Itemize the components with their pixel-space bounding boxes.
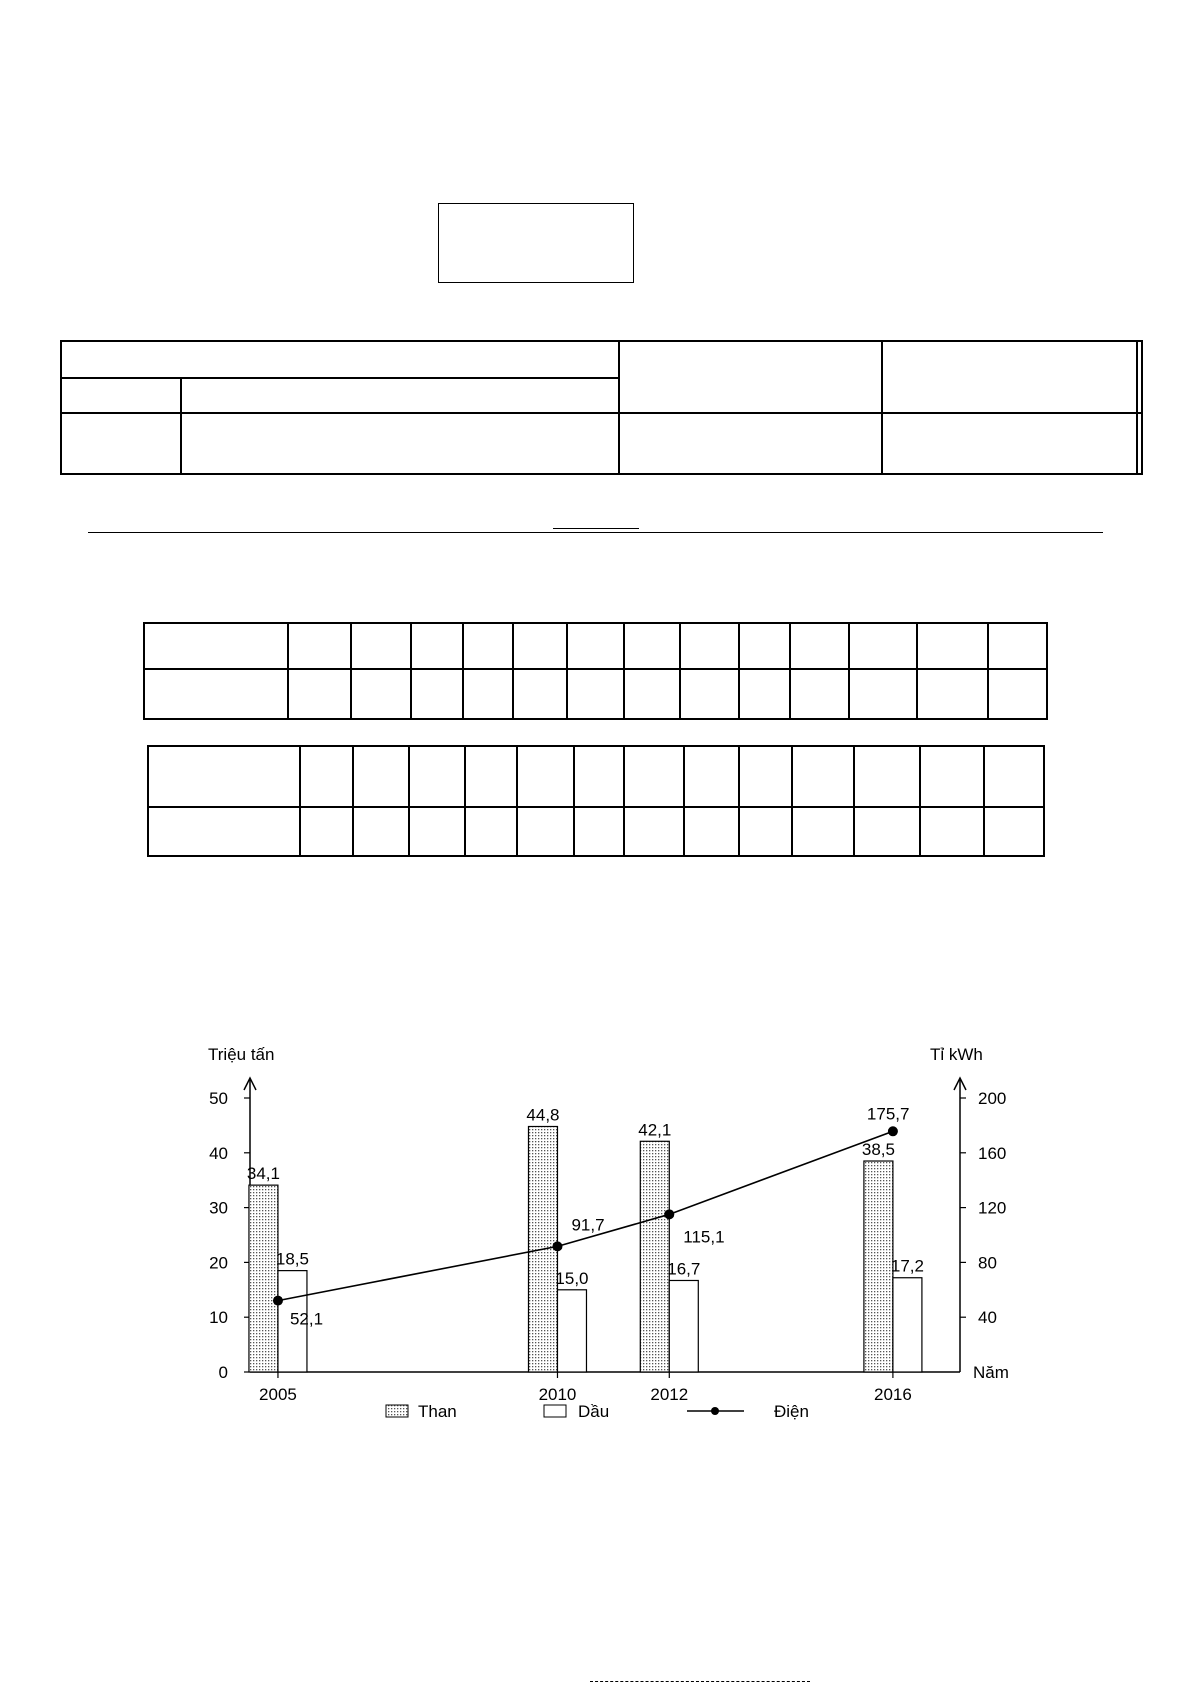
answer-cell — [917, 623, 988, 669]
answer-cell — [513, 623, 567, 669]
label-dau-2010: 15,0 — [555, 1268, 589, 1288]
x-tick-label: 2016 — [873, 1385, 912, 1404]
right-tick-label: 80 — [978, 1253, 997, 1273]
answer-cell — [144, 669, 288, 719]
answer-cell — [148, 807, 300, 856]
footer-divider — [590, 1681, 810, 1682]
answer-cell — [288, 623, 350, 669]
answer-cell — [684, 746, 739, 807]
answer-cell — [567, 669, 623, 719]
answer-cell — [574, 746, 625, 807]
section-divider — [88, 532, 1103, 533]
header-cell — [1137, 341, 1142, 413]
left-tick-label: 50 — [209, 1089, 228, 1108]
header-cell — [181, 378, 619, 413]
answer-cell — [624, 623, 680, 669]
bar-than-2012 — [640, 1141, 669, 1372]
right-tick-label: 40 — [978, 1308, 997, 1328]
answer-cell — [411, 623, 463, 669]
bar-than-2005 — [249, 1185, 278, 1372]
right-tick-label: 200 — [978, 1089, 1007, 1108]
answer-cell — [988, 669, 1047, 719]
answer-cell — [739, 746, 793, 807]
label-dau-2016: 17,2 — [890, 1256, 924, 1276]
x-axis-title: Năm — [973, 1363, 1009, 1382]
answer-cell — [684, 807, 739, 856]
answer-cell — [790, 669, 848, 719]
left-tick-label: 30 — [209, 1198, 228, 1218]
answer-cell — [411, 669, 463, 719]
answer-cell — [920, 807, 984, 856]
answer-cell — [465, 746, 518, 807]
answer-cell — [624, 669, 680, 719]
point-dien-2012 — [664, 1209, 674, 1219]
legend-swatch-than — [386, 1405, 408, 1417]
header-cell — [1137, 413, 1142, 474]
label-dien-2016: 175,7 — [866, 1104, 910, 1124]
left-tick-label: 20 — [209, 1253, 228, 1273]
header-cell — [619, 413, 882, 474]
x-tick-label: 2012 — [650, 1385, 689, 1404]
title-underline — [553, 528, 639, 529]
answer-cell — [300, 807, 354, 856]
left-tick-label: 40 — [209, 1143, 228, 1163]
answer-cell — [148, 746, 300, 807]
answer-cell — [567, 623, 623, 669]
legend-swatch-dau — [544, 1405, 566, 1417]
answer-cell — [917, 669, 988, 719]
legend-marker-dien — [711, 1407, 719, 1415]
answer-cell — [351, 623, 411, 669]
answer-cell — [351, 669, 411, 719]
answer-cell — [854, 807, 920, 856]
answer-cell — [854, 746, 920, 807]
header-cell — [61, 341, 619, 378]
answer-cell — [920, 746, 984, 807]
header-info-table — [60, 340, 1143, 475]
label-than-2012: 42,1 — [638, 1120, 672, 1140]
header-cell — [181, 413, 619, 474]
header-cell — [882, 413, 1137, 474]
x-tick-label: 2005 — [259, 1385, 297, 1404]
x-tick-label: 2010 — [538, 1385, 577, 1404]
answer-cell — [144, 623, 288, 669]
header-cell — [882, 341, 1137, 413]
answer-cell — [792, 746, 854, 807]
header-cell — [61, 378, 181, 413]
right-axis-title: Tỉ kWh — [930, 1045, 983, 1064]
answer-cell — [790, 623, 848, 669]
answer-cell — [517, 746, 574, 807]
energy-production-chart — [190, 1030, 1030, 1440]
exam-code-box — [438, 203, 634, 283]
answer-grid-2 — [147, 745, 1045, 857]
answer-cell — [517, 807, 574, 856]
label-than-2005: 34,1 — [246, 1164, 280, 1184]
answer-cell — [984, 807, 1044, 856]
header-cell — [61, 413, 181, 474]
label-dien-2010: 91,7 — [571, 1215, 605, 1235]
answer-cell — [739, 623, 790, 669]
label-than-2010: 44,8 — [526, 1105, 560, 1125]
answer-cell — [353, 807, 409, 856]
answer-cell — [680, 669, 739, 719]
answer-cell — [624, 746, 684, 807]
answer-cell — [988, 623, 1047, 669]
answer-cell — [300, 746, 354, 807]
right-tick-label: 160 — [978, 1143, 1007, 1163]
answer-cell — [792, 807, 854, 856]
answer-cell — [288, 669, 350, 719]
legend-label-dau: Dầu — [578, 1402, 610, 1421]
answer-cell — [513, 669, 567, 719]
answer-grid-1 — [143, 622, 1048, 720]
answer-cell — [353, 746, 409, 807]
header-cell — [619, 341, 882, 413]
answer-cell — [624, 807, 684, 856]
right-tick-label: 120 — [978, 1198, 1007, 1218]
bar-dau-2010 — [557, 1290, 586, 1372]
left-axis-title: Triệu tấn — [208, 1045, 275, 1064]
answer-cell — [849, 669, 918, 719]
answer-cell — [409, 807, 465, 856]
answer-cell — [984, 746, 1044, 807]
answer-cell — [739, 807, 793, 856]
bar-dau-2016 — [893, 1278, 922, 1372]
bar-dau-2012 — [669, 1280, 698, 1372]
answer-cell — [680, 623, 739, 669]
legend-label-than: Than — [418, 1402, 457, 1421]
label-dau-2012: 16,7 — [667, 1259, 701, 1279]
answer-cell — [849, 623, 918, 669]
answer-cell — [463, 623, 513, 669]
point-dien-2010 — [552, 1241, 562, 1251]
point-dien-2005 — [273, 1296, 283, 1306]
answer-cell — [409, 746, 465, 807]
answer-cell — [465, 807, 518, 856]
label-dien-2005: 52,1 — [289, 1309, 324, 1329]
label-dau-2005: 18,5 — [275, 1249, 309, 1269]
point-dien-2016 — [888, 1126, 898, 1136]
bar-than-2016 — [864, 1161, 893, 1372]
answer-cell — [739, 669, 790, 719]
left-tick-label: 0 — [218, 1363, 228, 1382]
answer-cell — [463, 669, 513, 719]
label-dien-2012: 115,1 — [683, 1227, 725, 1247]
label-than-2016: 38,5 — [861, 1140, 895, 1160]
left-tick-label: 10 — [209, 1308, 228, 1328]
answer-cell — [574, 807, 625, 856]
legend-label-dien: Điện — [774, 1402, 809, 1421]
